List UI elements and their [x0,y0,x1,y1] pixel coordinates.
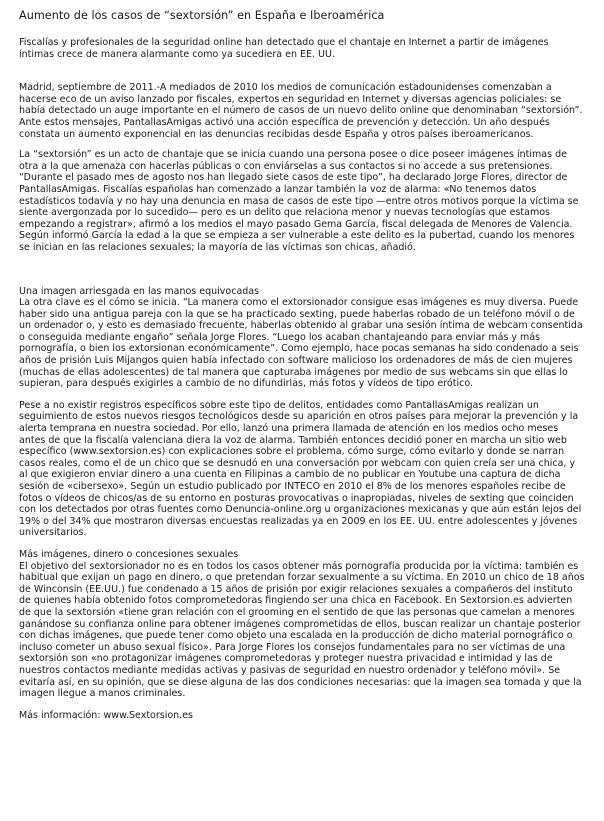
more-info-link[interactable]: Más información: www.Sextorsion.es [19,709,194,721]
section-heading-mas-imagenes: Más imágenes, dinero o concesiones sexuales [19,548,239,560]
section-heading-imagen-arriesgada: Una imagen arriesgada en las manos equivocadas [19,285,260,297]
paragraph-intro: Madrid, septiembre de 2011.-A mediados de 2010 los medios de comunicación estadounidenses comenzaban a hacerse eco de un aviso lanzado por fiscales, expertos en seguridad en Internet y diversas agencias policiales: se había detectado un auge importante en el número de casos de un nuevo delito online que denominaban “sextorsión”. Ante estos mensajes, PantallasAmigas activó una acción específica de prevención y detección. Un año después constata un aumento exponencial en las denuncias recibidas desde España y otros países iberoamericanos. [19,82,583,140]
paragraph-como-se-inicia: La otra clave es el cómo se inicia. “La manera como el extorsionador consigue esas imágenes es muy diversa. Puede haber sido una antigua pareja con la que se ha practicado sexting, puede haberlas robado de un teléfono móvil o de un ordenador o, y esto es demasiado frecuente, haberlas obtenido al grabar una sesión íntima de webcam consentida o conseguida mediante engaño” señala Jorge Flores. “Luego los acaban chantajeando para enviar más y más pornografía, o bien los extorsionan económicamente”. Como ejemplo, hace pocas semanas ha sido condenado a seis años de prisión Luis Mijangos quien había infectado con software malicioso los ordenadores de más de cien mujeres (muchas de ellas adolescentes) de tal manera que capturaba imágenes por medio de sus webcams sin que ellas lo supieran, para después exigirles a cambio de no difundirlas, más fotos y vídeos de tipo erótico. [19,297,583,390]
paragraph-registros: Pese a no existir registros específicos sobre este tipo de delitos, entidades como PantallasAmigas realizan un seguimiento de estos nuevos riesgos tecnológicos desde su aparición en otros países para mejorar la prevención y la alerta temprana en nuestra sociedad. Por ello, lanzó una primera llamada de atención en los medios ocho meses antes de que la fiscalía valenciana diera la voz de alarma. También entonces decidió poner en marcha un sitio web específico (www.sextorsion.es) con explicaciones sobre el problema, cómo surge, cómo evitarlo y donde se narran casos reales, como el de un chico que se desnudó en una conversación por webcam con quien creía ser una chica, y al que exigieron enviar dinero a una cuenta en Filipinas a cambio de no publicar en Youtube una captura de dicha sesión de «cibersexo». Según un estudio publicado por INTECO en 2010 el 8% de los menores españoles recibe de fotos o vídeos de chicos/as de su entorno en posturas provocativas o inapropiadas, niveles de sexting que coinciden con los detectados por otras fuentes como Denuncia-online.org u organizaciones mexicanas y que aún están lejos del 19% o del 34% que mostraron diversas encuestas realizadas ya en 2009 en los EE. UU. entre adolescentes y jóvenes universitarios. [19,399,582,539]
paragraph-definition: La “sextorsión” es un acto de chantaje que se inicia cuando una persona posee o dice poseer imágenes íntimas de otra a la que amenaza con hacerlas públicas o con enviárselas a sus contactos si no accede a sus pretensiones. “Durante el pasado mes de agosto nos han llegado siete casos de este tipo”, ha declarado Jorge Flores, director de PantallasAmigas. Fiscalías españolas han comenzado a lanzar también la voz de alarma: «No tenemos datos estadísticos todavía y no hay una denuncia en masa de casos de este tipo —entre otros motivos porque la víctima se siente avergonzada por lo sucedido— pero es un delito que relaciona menor y nuevas tecnologías que estamos empezando a registrar», afirmó a los medios el mayo pasado Gema García, fiscal delegada de Menores de Valencia. Según informó García la edad a la que se empieza a ser vulnerable a este delito es la pubertad, cuando los menores se inician en las relaciones sexuales; la mayoría de las víctimas son chicas, añadió. [19,149,579,253]
article-title: Aumento de los casos de “sextorsión” en España e Iberoamérica [19,9,385,22]
paragraph-objetivo: El objetivo del sextorsionador no es en todos los casos obtener más pornografía producida por la víctima: también es habitual que exijan un pago en dinero, o que pretendan forzar sexualmente a su víctima. En 2010 un chico de 18 años de Winconsin (EE.UU.) fue condenado a 15 años de prisión por exigir relaciones sexuales a compañeros del instituto de quienes había obtenido fotos comprometedoras fingiendo ser una chica en Facebook. En Sextorsion.es advierten de que la sextorsión «tiene gran relación con el grooming en el sentido de que las personas que camelan a menores ganándose su confianza online para obtener imágenes comprometidas de ellos, buscan realizar un chantaje posterior con dichas imágenes, que puede tener como objeto una escalada en la producción de dicho material pornográfico o incluso cometer un abuso sexual físico». Para Jorge Flores los consejos fundamentales para no ser víctimas de una sextorsión son «no protagonizar imágenes comprometedoras y proteger nuestra privacidad e intimidad y las de nuestros contactos mediante medidas activas y pasivas de seguridad en nuestro ordenador y teléfono móvil». Se evitaría así, en su opinión, que se diese alguna de las dos condiciones necesarias: que la imagen sea tomada y que la imagen llegue a manos criminales. [19,560,585,700]
article-lead: Fiscalías y profesionales de la seguridad online han detectado que el chantaje en Internet a partir de imágenes íntimas crece de manera alarmante como ya sucediera en EE. UU. [19,37,549,60]
spacer [19,264,586,286]
